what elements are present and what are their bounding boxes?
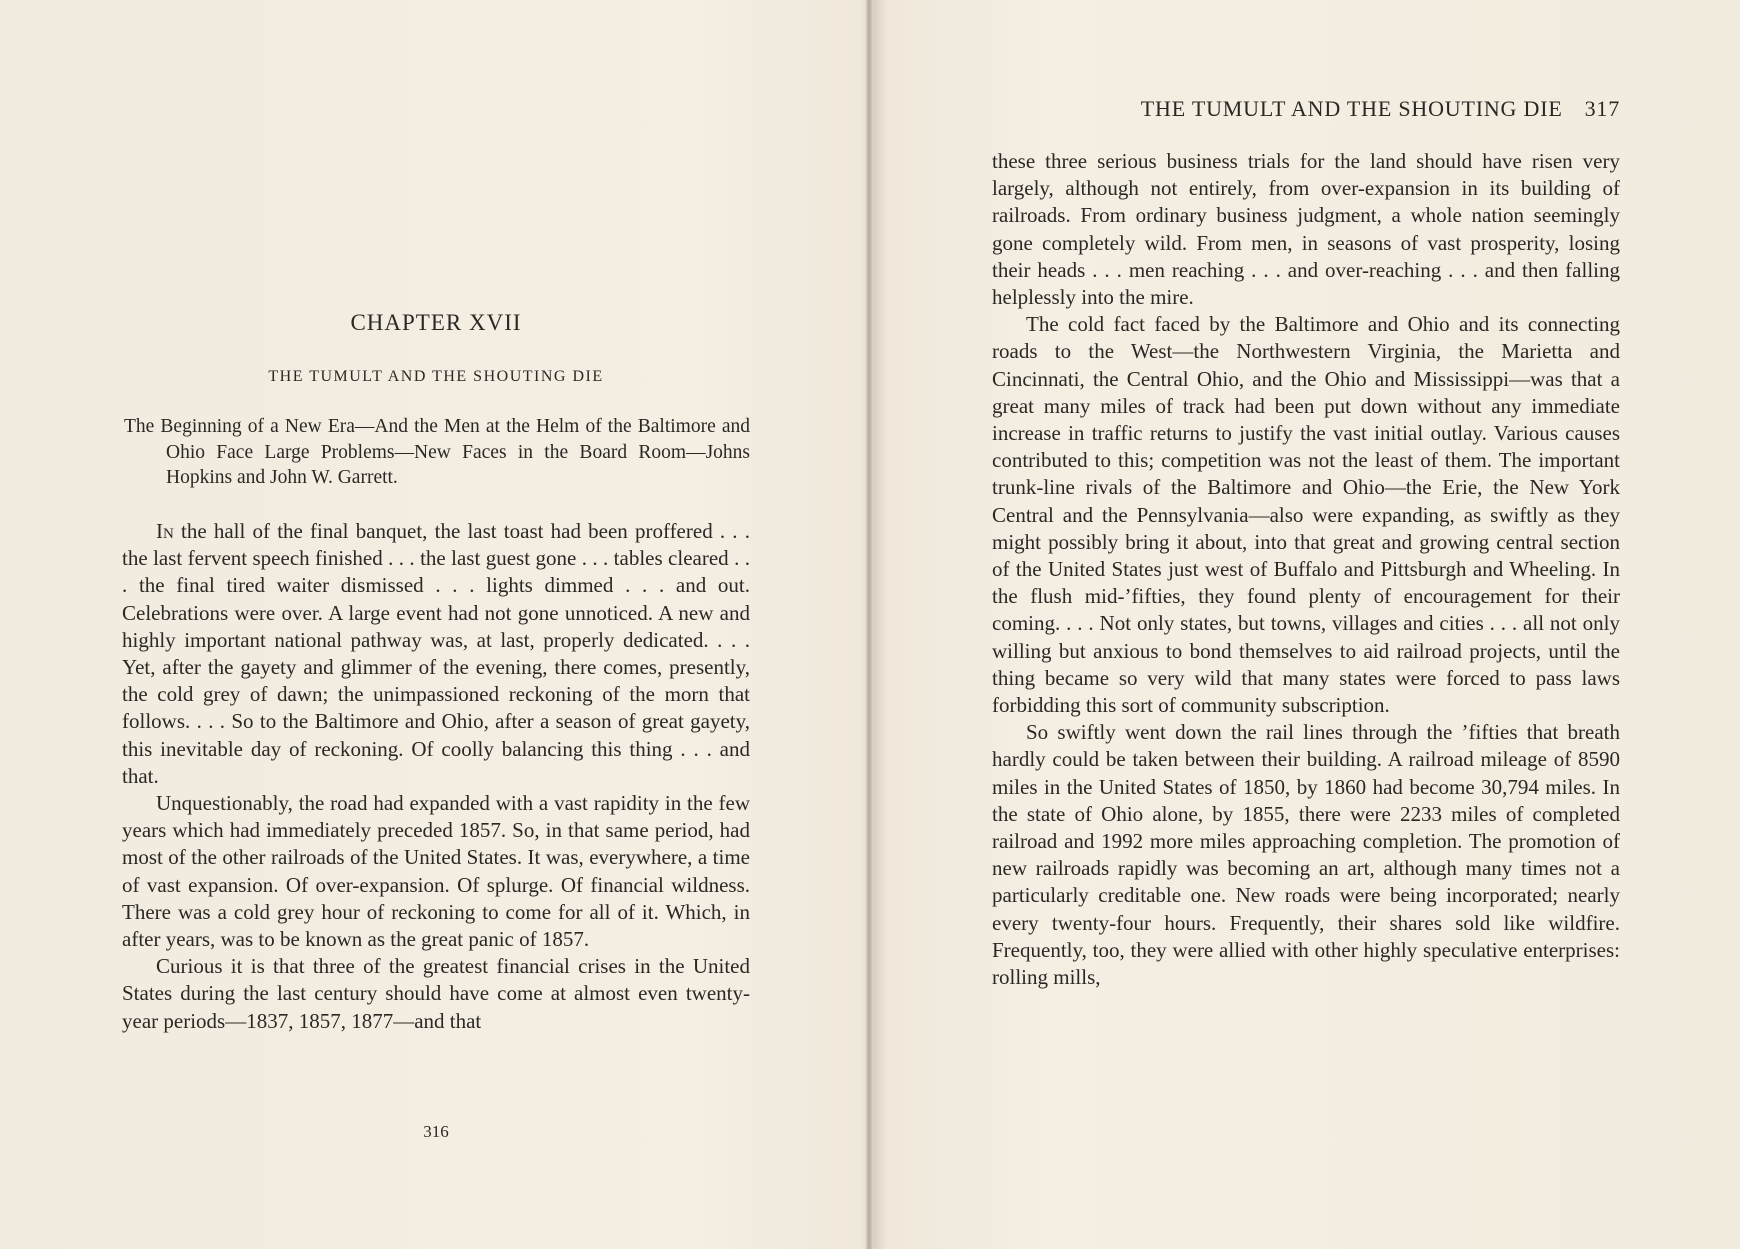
running-title: THE TUMULT AND THE SHOUTING DIE	[1140, 96, 1563, 121]
paragraph: these three serious business trials for the land should have risen very largely, although not entirely, from over-expansion in its building of railroads. From ordinary business judgment, a whole nation seemingly gone completely wild. From men, in seasons of vast prosperity, losing their heads . . . men reaching . . . and over-reaching . . . and then falling helplessly into the mire.	[992, 149, 1620, 310]
right-page	[872, 0, 1740, 1249]
chapter-label: CHAPTER XVII	[350, 310, 522, 335]
paragraph-text: the hall of the final banquet, the last toast had been proffered . . . the last fervent speech finished . . . the last guest gone . . . tables cleared . . . the final tired waiter dismissed . . . lights dimmed . . . and out. Celebrations were over. A large event had not gone unnoticed. A new and highly important national pathway was, at last, properly dedicated. . . . Yet, after the gayety and glimmer of the evening, there comes, presently, the cold grey of dawn; the unimpassioned reckoning of the morn that follows. . . . So to the Baltimore and Ohio, after a season of great gayety, this inevitable day of reckoning. Of coolly balancing this thing . . . and that.	[122, 519, 750, 788]
paragraph: Curious it is that three of the greatest financial crises in the United States during the last century should have come at almost even twenty-year periods—1837, 1857, 1877—and that	[122, 954, 750, 1033]
right-page-text	[992, 148, 1620, 991]
paragraph	[122, 518, 750, 790]
paragraph: So swiftly went down the rail lines through the ’fifties that breath hardly could be taken between their building. A railroad mileage of 8590 miles in the United States of 1850, by 1860 had become 30,794 miles. In the state of Ohio alone, by 1855, there were 2233 miles of completed railroad and 1992 more miles approaching completion. The promotion of new railroads rapidly was becoming an art, although many times not a particularly creditable one. New roads were being incorporated; nearly every twenty-four hours. Frequently, their shares sold like wildfire. Frequently, too, they were allied with other highly speculative enterprises: rolling mills,	[992, 720, 1620, 990]
running-header	[992, 96, 1620, 122]
paragraph: The cold fact faced by the Baltimore and Ohio and its connecting roads to the West—the Northwestern Virginia, the Marietta and Cincinnati, the Central Ohio, and the Ohio and Mississippi—was that a great many miles of track had been put down without any immediate increase in traffic returns to justify the vast initial outlay. Various causes contributed to this; competition was not the least of them. The important trunk-line rivals of the Baltimore and Ohio—the Erie, the New York Central and the Pennsylvania—also were expanding, as swiftly as they might possibly bring it about, into that great and growing central section of the United States just west of Buffalo and Pittsburgh and Wheeling. In the flush mid-’fifties, they found plenty of encouragement for their coming. . . . Not only states, but towns, villages and cities . . . all not only willing but anxious to bond themselves to aid railroad projects, until the thing became so very wild that many states were forced to pass laws forbidding this sort of community subscription.	[992, 312, 1620, 718]
left-page-text	[122, 518, 750, 1035]
chapter-synopsis: The Beginning of a New Era—And the Men at the Helm of the Baltimore and Ohio Face Large Problems—New Faces in the Board Room—Johns Hopkins and John W. Garrett.	[124, 416, 750, 488]
drop-word: In	[156, 519, 174, 543]
page-number-right: 317	[1584, 96, 1620, 121]
left-page	[0, 0, 866, 1249]
chapter-title: THE TUMULT AND THE SHOUTING DIE	[268, 368, 604, 385]
page-number-left: 316	[423, 1122, 449, 1141]
paragraph: Unquestionably, the road had expanded with a vast rapidity in the few years which had immediately preceded 1857. So, in that same period, had most of the other railroads of the United States. It was, everywhere, a time of vast expansion. Of over-expansion. Of splurge. Of financial wildness. There was a cold grey hour of reckoning to come for all of it. Which, in after years, was to be known as the great panic of 1857.	[122, 791, 750, 952]
